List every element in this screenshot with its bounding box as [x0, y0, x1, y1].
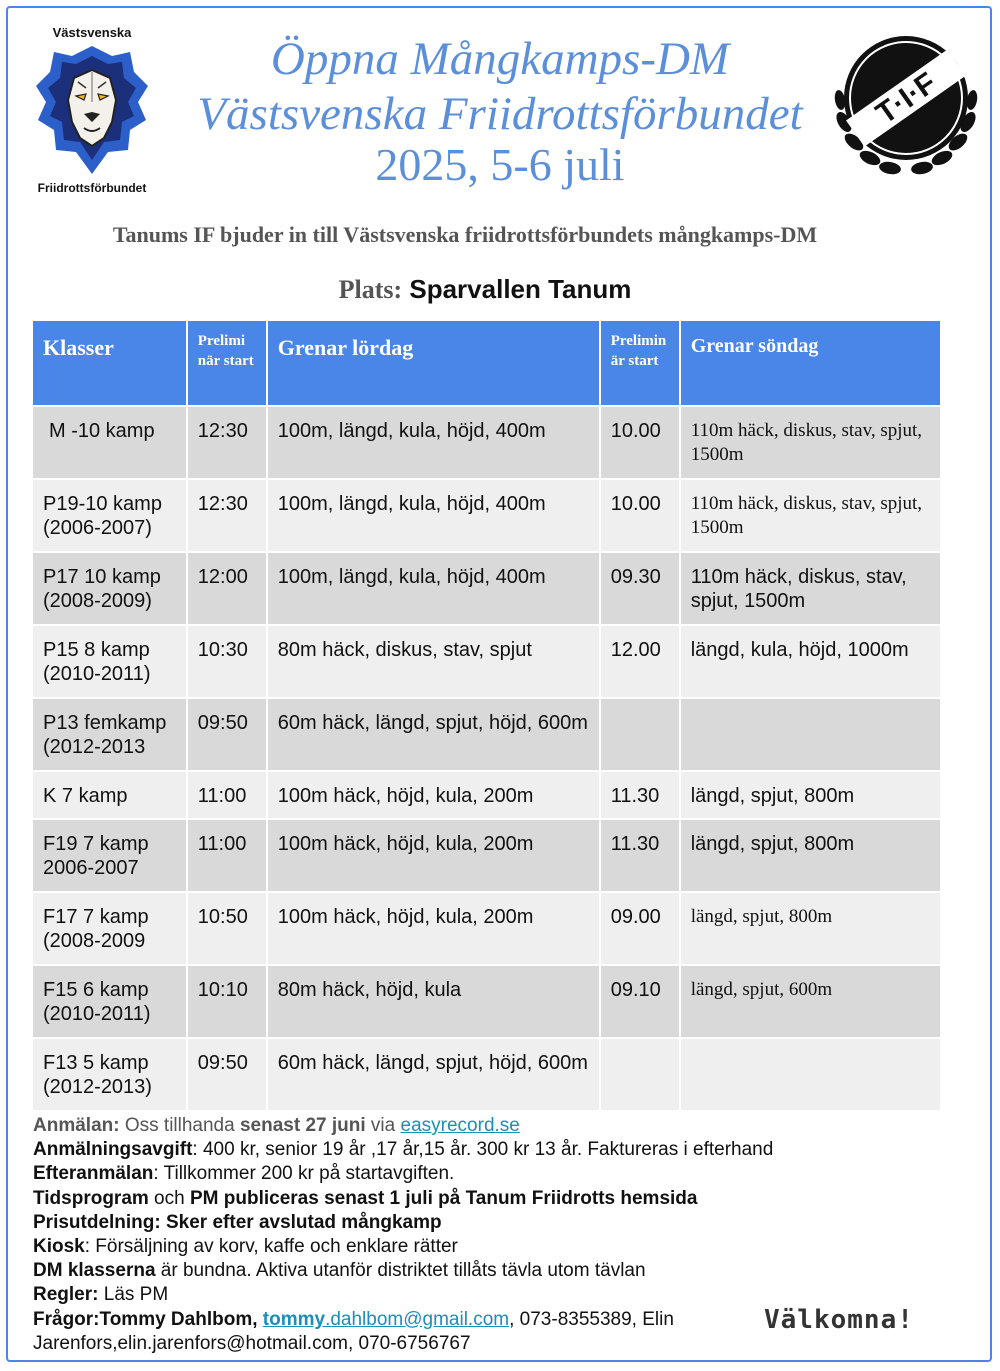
events-saturday-cell: 100m häck, höjd, kula, 200m: [268, 893, 599, 964]
table-row: [33, 1039, 940, 1110]
events-saturday-cell: 80m häck, diskus, stav, spjut: [268, 626, 599, 697]
table-row: [33, 820, 940, 891]
venue-line: [0, 274, 970, 305]
table-header-row: [33, 321, 940, 405]
header-start-saturday: Prelimi när start: [188, 321, 266, 405]
welcome-text: Välkomna!: [764, 1305, 914, 1335]
table-row: [33, 553, 940, 624]
class-cell: P13 femkamp (2012-2013: [33, 699, 186, 770]
events-sunday-cell: längd, spjut, 800m: [681, 820, 940, 891]
title-line-3: 2025, 5-6 juli: [375, 139, 625, 190]
info-questions-line2: Jarenfors,elin.jarenfors@hotmail.com, 070-6756767: [33, 1332, 471, 1354]
events-sunday-cell: längd, spjut, 800m: [681, 772, 940, 818]
events-sunday-cell: 110m häck, diskus, stav, spjut, 1500m: [681, 407, 940, 478]
events-saturday-cell: 100m, längd, kula, höjd, 400m: [268, 553, 599, 624]
events-saturday-cell: 80m häck, höjd, kula: [268, 966, 599, 1037]
start-sunday-cell: 10.00: [601, 407, 679, 478]
title-line-2: Västsvenska Friidrottsförbundet: [197, 88, 803, 140]
info-prize: Prisutdelning: Sker efter avslutad mångkamp: [33, 1211, 442, 1233]
class-cell: P17 10 kamp (2008-2009): [33, 553, 186, 624]
events-sunday-cell: 110m häck, diskus, stav, spjut, 1500m: [681, 553, 940, 624]
start-sunday-cell: [601, 699, 679, 770]
info-registration: Anmälan: Oss tillhanda senast 27 juni via easyrecord.se: [33, 1115, 520, 1136]
venue-value: Sparvallen Tanum: [409, 274, 632, 304]
info-questions: Frågor:Tommy Dahlbom, tommy.dahlbom@gmail.com, 073-8355389, Elin: [33, 1308, 674, 1330]
table-row: [33, 626, 940, 697]
events-saturday-cell: 100m, längd, kula, höjd, 400m: [268, 407, 599, 478]
lion-icon: [34, 42, 150, 178]
events-sunday-cell: längd, kula, höjd, 1000m: [681, 626, 940, 697]
tif-logo-text: T·I·F: [870, 66, 943, 131]
logo-caption-bottom: Friidrottsförbundet: [37, 181, 147, 195]
start-sunday-cell: 09.00: [601, 893, 679, 964]
table-row: [33, 772, 940, 818]
events-saturday-cell: 100m häck, höjd, kula, 200m: [268, 820, 599, 891]
header-events-sunday: Grenar söndag: [681, 321, 940, 405]
tif-logo: [826, 22, 986, 182]
start-sunday-cell: [601, 1039, 679, 1110]
start-saturday-cell: 11:00: [188, 820, 266, 891]
start-sunday-cell: 11.30: [601, 772, 679, 818]
class-cell: F15 6 kamp (2010-2011): [33, 966, 186, 1037]
table-row: [33, 480, 940, 551]
events-sunday-cell: 110m häck, diskus, stav, spjut, 1500m: [681, 480, 940, 551]
start-saturday-cell: 11:00: [188, 772, 266, 818]
class-cell: P19-10 kamp (2006-2007): [33, 480, 186, 551]
start-saturday-cell: 10:10: [188, 966, 266, 1037]
start-saturday-cell: 09:50: [188, 1039, 266, 1110]
logo-caption-top: Västsvenska: [52, 25, 132, 40]
class-cell: M -10 kamp: [33, 407, 186, 478]
class-cell: F19 7 kamp 2006-2007: [33, 820, 186, 891]
start-saturday-cell: 12:30: [188, 480, 266, 551]
title-line-1: Öppna Mångkamps-DM: [270, 33, 730, 85]
events-saturday-cell: 100m, längd, kula, höjd, 400m: [268, 480, 599, 551]
start-sunday-cell: 09.10: [601, 966, 679, 1037]
info-kiosk: Kiosk: Försäljning av korv, kaffe och enklare rätter: [33, 1236, 458, 1258]
table-row: [33, 407, 940, 478]
vastsvenska-logo: [22, 18, 162, 200]
info-block: [33, 1114, 833, 1356]
class-cell: F17 7 kamp (2008-2009: [33, 893, 186, 964]
start-sunday-cell: 12.00: [601, 626, 679, 697]
tif-emblem-icon: [826, 22, 986, 182]
events-saturday-cell: 60m häck, längd, spjut, höjd, 600m: [268, 699, 599, 770]
events-sunday-cell: längd, spjut, 600m: [681, 966, 940, 1037]
invite-text: Tanums IF bjuder in till Västsvenska friidrottsförbundets mångkamps-DM: [112, 222, 818, 247]
schedule-table: [31, 319, 942, 1112]
start-saturday-cell: 09:50: [188, 699, 266, 770]
events-saturday-cell: 60m häck, längd, spjut, höjd, 600m: [268, 1039, 599, 1110]
start-saturday-cell: 10:50: [188, 893, 266, 964]
table-row: [33, 966, 940, 1037]
class-cell: F13 5 kamp (2012-2013): [33, 1039, 186, 1110]
start-saturday-cell: 12:30: [188, 407, 266, 478]
info-rules: Regler: Läs PM: [33, 1284, 169, 1306]
venue-label: Plats:: [338, 275, 403, 304]
email-link[interactable]: tommy.dahlbom@gmail.com: [262, 1308, 510, 1330]
events-sunday-cell: längd, spjut, 800m: [681, 893, 940, 964]
start-saturday-cell: 12:00: [188, 553, 266, 624]
start-sunday-cell: 09.30: [601, 553, 679, 624]
events-sunday-cell: [681, 699, 940, 770]
start-saturday-cell: 10:30: [188, 626, 266, 697]
info-dm-classes: DM klasserna är bundna. Aktiva utanför distriktet tillåts tävla utom tävlan: [33, 1260, 646, 1282]
header-events-saturday: Grenar lördag: [268, 321, 599, 405]
start-sunday-cell: 11.30: [601, 820, 679, 891]
events-saturday-cell: 100m häck, höjd, kula, 200m: [268, 772, 599, 818]
class-cell: K 7 kamp: [33, 772, 186, 818]
info-fee: Anmälningsavgift: 400 kr, senior 19 år ,17 år,15 år. 300 kr 13 år. Faktureras i efterhand: [33, 1139, 774, 1161]
start-sunday-cell: 10.00: [601, 480, 679, 551]
class-cell: P15 8 kamp (2010-2011): [33, 626, 186, 697]
header-start-sunday: Prelimin är start: [601, 321, 679, 405]
easyrecord-link[interactable]: easyrecord.se: [400, 1115, 520, 1136]
table-row: [33, 699, 940, 770]
info-schedule: Tidsprogram och PM publiceras senast 1 juli på Tanum Friidrotts hemsida: [33, 1187, 698, 1209]
header-klasser: Klasser: [33, 321, 186, 405]
table-row: [33, 893, 940, 964]
events-sunday-cell: [681, 1039, 940, 1110]
info-late-registration: Efteranmälan: Tillkommer 200 kr på startavgiften.: [33, 1163, 455, 1185]
